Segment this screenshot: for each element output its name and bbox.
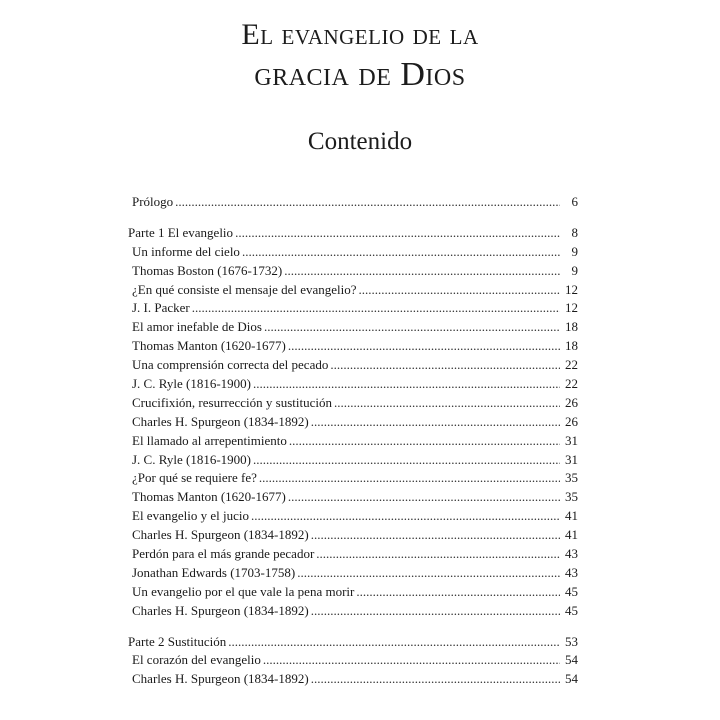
- dot-leader: [289, 432, 560, 451]
- dot-leader: [311, 602, 560, 621]
- toc-entry: [132, 432, 578, 451]
- toc-entry: [132, 243, 578, 262]
- dot-leader: [284, 262, 560, 281]
- toc-entry-page: 54: [565, 652, 578, 668]
- toc-entry: [132, 262, 578, 281]
- toc-entry-page: 31: [565, 451, 578, 467]
- toc-entry-page: 41: [565, 527, 578, 543]
- toc-entry: [132, 488, 578, 507]
- dot-leader: [253, 375, 560, 394]
- toc-entry-page: 43: [565, 546, 578, 562]
- toc-entry-title: Una comprensión correcta del pecado: [132, 357, 329, 373]
- dot-leader: [330, 356, 560, 375]
- toc-entry: [132, 356, 578, 375]
- toc-entry-title: J. I. Packer: [132, 300, 190, 316]
- toc-part-2-entries: [132, 651, 578, 689]
- toc-entry-title: Un informe del cielo: [132, 243, 240, 259]
- toc-entry-page: 43: [565, 564, 578, 580]
- toc-entry-title: ¿En qué consiste el mensaje del evangelio?: [132, 281, 357, 297]
- dot-leader: [288, 488, 560, 507]
- toc-entry-title: Charles H. Spurgeon (1834-1892): [132, 671, 309, 687]
- toc-entry-page: 12: [565, 300, 578, 316]
- dot-leader: [288, 337, 560, 356]
- toc-entry-page: 35: [565, 489, 578, 505]
- toc-entry: [132, 564, 578, 583]
- dot-leader: [192, 299, 560, 318]
- dot-leader: [251, 507, 560, 526]
- toc-entry-page: 9: [571, 262, 578, 278]
- toc-entry-page: 45: [565, 583, 578, 599]
- toc-entry-title: Charles H. Spurgeon (1834-1892): [132, 527, 309, 543]
- dot-leader: [253, 451, 560, 470]
- toc-part-page: 53: [565, 633, 578, 649]
- toc-entry-title: Un evangelio por el que vale la pena morir: [132, 583, 355, 599]
- toc-entry-page: 18: [565, 319, 578, 335]
- toc-entry: [132, 299, 578, 318]
- dot-leader: [334, 394, 560, 413]
- toc-entry: [132, 651, 578, 670]
- toc-part-page: 8: [571, 224, 578, 240]
- toc-entry-page: 31: [565, 432, 578, 448]
- dot-leader: [259, 469, 560, 488]
- dot-leader: [263, 651, 560, 670]
- toc-entry-page: 54: [565, 671, 578, 687]
- toc-entry-page: 26: [565, 394, 578, 410]
- book-title-line-1: El evangelio de la: [241, 18, 479, 51]
- toc-entry-page: 6: [571, 194, 578, 209]
- toc-entry-title: Prólogo: [132, 194, 174, 209]
- toc-entry: [132, 583, 578, 602]
- dot-leader: [356, 583, 560, 602]
- toc-entry-title: Thomas Manton (1620-1677): [132, 338, 286, 354]
- toc-entry: [132, 545, 578, 564]
- toc-entry-title: Thomas Boston (1676-1732): [132, 262, 283, 278]
- toc-entry-title: J. C. Ryle (1816-1900): [132, 451, 251, 467]
- dot-leader: [311, 413, 560, 432]
- toc-entry: [132, 526, 578, 545]
- toc-entry-title: Thomas Manton (1620-1677): [132, 489, 286, 505]
- toc-entry: [132, 602, 578, 621]
- toc-entry: [132, 507, 578, 526]
- dot-leader: [316, 545, 560, 564]
- toc-entry: [132, 469, 578, 488]
- dot-leader: [311, 526, 560, 545]
- toc-entry: [132, 413, 578, 432]
- spacer: [132, 212, 578, 224]
- toc-entry: [132, 451, 578, 470]
- toc-entry-page: 22: [565, 376, 578, 392]
- toc-entry: [132, 394, 578, 413]
- toc-entry-title: El llamado al arrepentimiento: [132, 432, 287, 448]
- toc-entry-prologue: [132, 193, 578, 212]
- dot-leader: [297, 564, 560, 583]
- toc-entry-title: El amor inefable de Dios: [132, 319, 262, 335]
- table-of-contents: [128, 193, 578, 689]
- dot-leader: [242, 243, 560, 262]
- toc-entry-title: Perdón para el más grande pecador: [132, 546, 315, 562]
- dot-leader: [228, 633, 560, 652]
- toc-part-1: [128, 224, 578, 243]
- toc-part-1-entries: [132, 243, 578, 621]
- spacer: [132, 621, 578, 633]
- toc-entry: [132, 318, 578, 337]
- toc-entry-title: Jonathan Edwards (1703-1758): [132, 564, 296, 580]
- toc-entry-page: 12: [565, 281, 578, 297]
- toc-heading: Contenido: [307, 128, 413, 155]
- toc-entry-title: ¿Por qué se requiere fe?: [132, 470, 257, 486]
- toc-entry: [132, 337, 578, 356]
- toc-entry-title: Charles H. Spurgeon (1834-1892): [132, 413, 309, 429]
- toc-entry-title: J. C. Ryle (1816-1900): [132, 376, 251, 392]
- toc-entry-page: 26: [565, 413, 578, 429]
- book-title-line-2: gracia de Dios: [254, 56, 466, 93]
- dot-leader: [264, 318, 560, 337]
- dot-leader: [359, 281, 560, 300]
- toc-entry-title: El corazón del evangelio: [132, 652, 261, 668]
- toc-entry: [132, 670, 578, 689]
- toc-part-2: [128, 633, 578, 652]
- dot-leader: [175, 193, 560, 212]
- toc-entry-page: 41: [565, 508, 578, 524]
- toc-entry-page: 9: [571, 243, 578, 259]
- toc-entry-page: 45: [565, 602, 578, 618]
- toc-entry: [132, 375, 578, 394]
- toc-part-title: Parte 2 Sustitución: [128, 633, 227, 649]
- toc-entry: [132, 281, 578, 300]
- toc-part-title: Parte 1 El evangelio: [128, 224, 234, 240]
- toc-entry-page: 18: [565, 338, 578, 354]
- toc-entry-page: 35: [565, 470, 578, 486]
- toc-entry-title: El evangelio y el jucio: [132, 508, 249, 524]
- dot-leader: [235, 224, 560, 243]
- toc-entry-page: 22: [565, 357, 578, 373]
- toc-entry-title: Crucifixión, resurrección y sustitución: [132, 394, 333, 410]
- dot-leader: [311, 670, 560, 689]
- toc-entry-title: Charles H. Spurgeon (1834-1892): [132, 602, 309, 618]
